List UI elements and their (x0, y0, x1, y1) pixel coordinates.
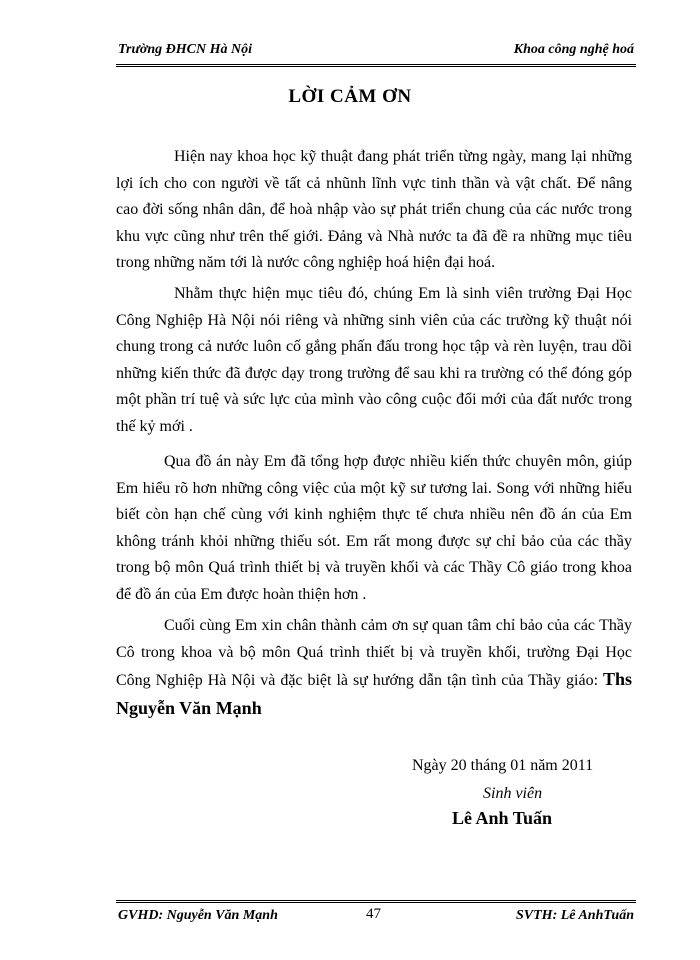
footer-supervisor: GVHD: Nguyễn Văn Mạnh (118, 908, 278, 923)
signature-name: Lê Anh Tuấn (452, 808, 553, 828)
paragraph-4 (116, 613, 632, 723)
footer-student: SVTH: Lê AnhTuấn (516, 908, 634, 923)
paragraph-3: Qua đồ án này Em đã tổng hợp được nhiều kiến thức chuyên môn, giúp Em hiểu rõ hơn những công việc của một kỹ sư tương lai. Song với những hiểu biết còn hạn chế cùng với kinh nghiệm thực tế chưa nhiều nên đồ án của Em không tránh khỏi những thiếu sót. Em rất mong được sự chỉ bảo của các thầy trong bộ môn Quá trình thiết bị và truyền khối và các Thầy Cô giáo trong khoa để đồ án của Em được hoàn thiện hơn . (116, 453, 632, 603)
page-title: LỜI CẢM ƠN (288, 86, 412, 107)
signature-date: Ngày 20 tháng 01 năm 2011 (412, 757, 594, 774)
signature-role: Sinh viên (483, 785, 543, 802)
paragraph-4-text: Cuối cùng Em xin chân thành cảm ơn sự quan tâm chỉ bảo của các Thầy Cô trong khoa và bộ môn Quá trình thiết bị và truyền khối, trường Đại Học Công Nghiệp Hà Nội và đặc biệt là sự hướng dẫn tận tình của Thầy giáo: (116, 617, 632, 689)
page-header (116, 40, 636, 67)
header-faculty: Khoa công nghệ hoá (513, 42, 634, 57)
page-footer (116, 900, 636, 927)
header-school: Trường ĐHCN Hà Nội (118, 42, 253, 57)
paragraph-1: Hiện nay khoa học kỹ thuật đang phát triển từng ngày, mang lại những lợi ích cho con người về tất cả nhũnh lĩnh vực tinh thần và vật chất. Để nâng cao đời sống nhân dân, để hoà nhập vào sự phát triển chung của các nước trong khu vực cũng như trên thế giới. Đảng và Nhà nước ta đã đề ra những mục tiêu trong những năm tới là nước công nghiệp hoá hiện đại hoá. (116, 148, 632, 271)
page-number: 47 (366, 906, 381, 922)
teacher-name: Ths Nguyễn Văn Mạnh (116, 669, 633, 718)
paragraph-2: Nhằm thực hiện mục tiêu đó, chúng Em là sinh viên trường Đại Học Công Nghiệp Hà Nội nói riêng và những sinh viên của các trường kỹ thuật nói chung trong cả nước luôn cố gắng phấn đấu trong học tập và rèn luyện, trau dồi những kiến thức đã được dạy trong trường để sau khi ra trường có thể đóng góp một phần trí tuệ và sức lực của mình vào công cuộc đổi mới của đất nước trong thế kỷ mới . (116, 285, 632, 435)
